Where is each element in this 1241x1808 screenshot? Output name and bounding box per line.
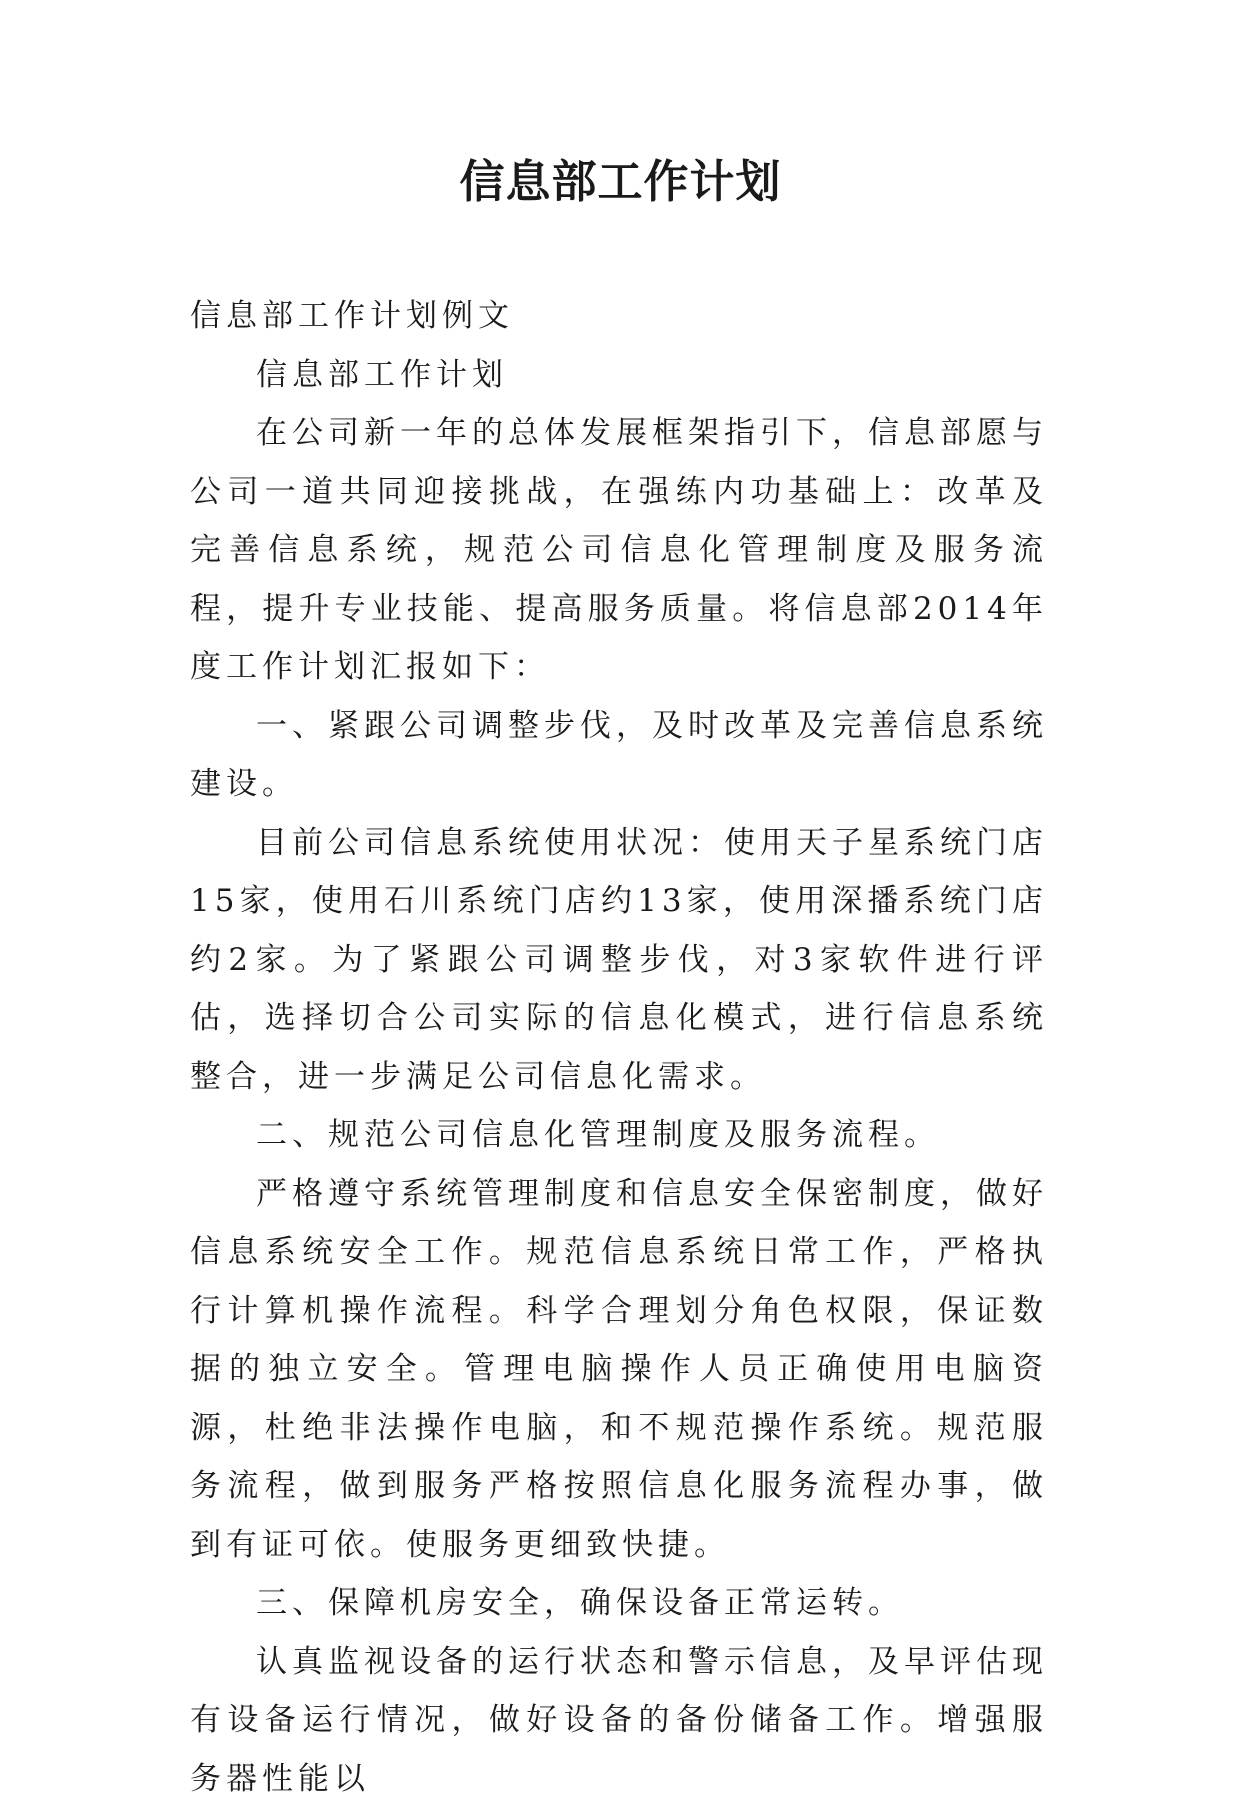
document-body	[190, 287, 1048, 1808]
paragraph: 严格遵守系统管理制度和信息安全保密制度，做好信息系统安全工作。规范信息系统日常工作，严格执行计算机操作流程。科学合理划分角色权限，保证数据的独立安全。管理电脑操作人员正确使用电脑资源，杜绝非法操作电脑，和不规范操作系统。规范服务流程，做到服务严格按照信息化服务流程办事，做到有证可依。使服务更细致快捷。	[190, 1165, 1048, 1575]
paragraph: 信息部工作计划	[190, 346, 1048, 405]
paragraph: 认真监视设备的运行状态和警示信息，及早评估现有设备运行情况，做好设备的备份储备工作。增强服务器性能以	[190, 1633, 1048, 1808]
paragraph: 在公司新一年的总体发展框架指引下，信息部愿与公司一道共同迎接挑战，在强练内功基础上：改革及完善信息系统，规范公司信息化管理制度及服务流程，提升专业技能、提高服务质量。将信息部2014年度工作计划汇报如下：	[190, 404, 1048, 697]
section-heading: 一、紧跟公司调整步伐，及时改革及完善信息系统建设。	[190, 697, 1048, 814]
paragraph: 信息部工作计划例文	[190, 287, 1048, 346]
document-title: 信息部工作计划	[0, 152, 1241, 212]
section-heading: 二、规范公司信息化管理制度及服务流程。	[190, 1106, 1048, 1165]
section-heading: 三、保障机房安全，确保设备正常运转。	[190, 1574, 1048, 1633]
paragraph: 目前公司信息系统使用状况：使用天子星系统门店15家，使用石川系统门店约13家，使用深播系统门店约2家。为了紧跟公司调整步伐，对3家软件进行评估，选择切合公司实际的信息化模式，进行信息系统整合，进一步满足公司信息化需求。	[190, 814, 1048, 1107]
